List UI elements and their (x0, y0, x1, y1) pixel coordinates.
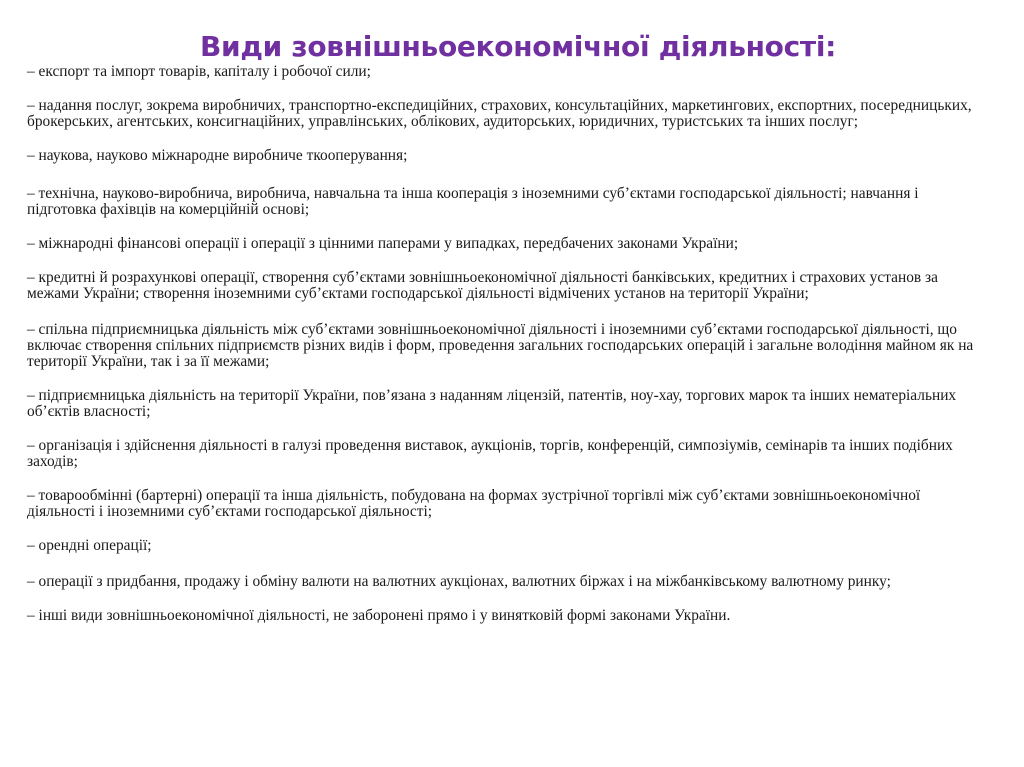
slide-title: Види зовнішньоекономічної діяльності: (199, 30, 837, 63)
list-item: – товарообмінні (бартерні) операції та інша діяльність, побудована на формах зустрічної торгівлі між суб’єктами зовнішньоекономічної діяльності і іноземними суб’єктами господарської діяльності; (27, 487, 921, 520)
list-item: – експорт та імпорт товарів, капіталу і робочої сили; (27, 63, 371, 80)
list-item: – наукова, науково міжнародне виробниче ткооперування; (27, 147, 408, 164)
list-item: – спільна підприємницька діяльність між суб’єктами зовнішньоекономічної діяльності і іноземними суб’єктами господарської діяльності, що включає створення спільних підприємств різних видів і форм, проведення загальних господарських операцій і загальне володіння майном як на території України, так і за її межами; (27, 321, 974, 370)
activity-list (27, 64, 987, 624)
list-item: – технічна, науково-виробнича, виробнича, навчальна та інша кооперація з іноземними суб’єктами господарської діяльності; навчання і підготовка фахівців на комерційній основі; (27, 185, 919, 218)
list-item: – надання послуг, зокрема виробничих, транспортно-експедиційних, страхових, консультаційних, маркетингових, експортних, посередницьких, брокерських, агентських, консигнаційних, управлінських, облікових, аудиторських, юридичних, туристських та інших послуг; (27, 97, 972, 130)
list-item: – кредитні й розрахункові операції, створення суб’єктами зовнішньоекономічної діяльності банківських, кредитних і страхових установ за межами України; створення іноземними суб’єктами господарської діяльності відмічених установ на території України; (27, 269, 938, 302)
list-item: – інші види зовнішньоекономічної діяльності, не заборонені прямо і у винятковій формі законами України. (27, 607, 731, 624)
list-item: – міжнародні фінансові операції і операції з цінними паперами у випадках, передбачених законами України; (27, 235, 739, 252)
list-item: – операції з придбання, продажу і обміну валюти на валютних аукціонах, валютних біржах і на міжбанківському валютному ринку; (27, 573, 891, 590)
list-item: – підприємницька діяльність на території України, пов’язана з наданням ліцензій, патентів, ноу-хау, торгових марок та інших нематеріальних об’єктів власності; (27, 387, 957, 420)
list-item: – орендні операції; (27, 537, 152, 554)
list-item: – організація і здійснення діяльності в галузі проведення виставок, аукціонів, торгів, конференцій, симпозіумів, семінарів та інших подібних заходів; (27, 437, 953, 470)
